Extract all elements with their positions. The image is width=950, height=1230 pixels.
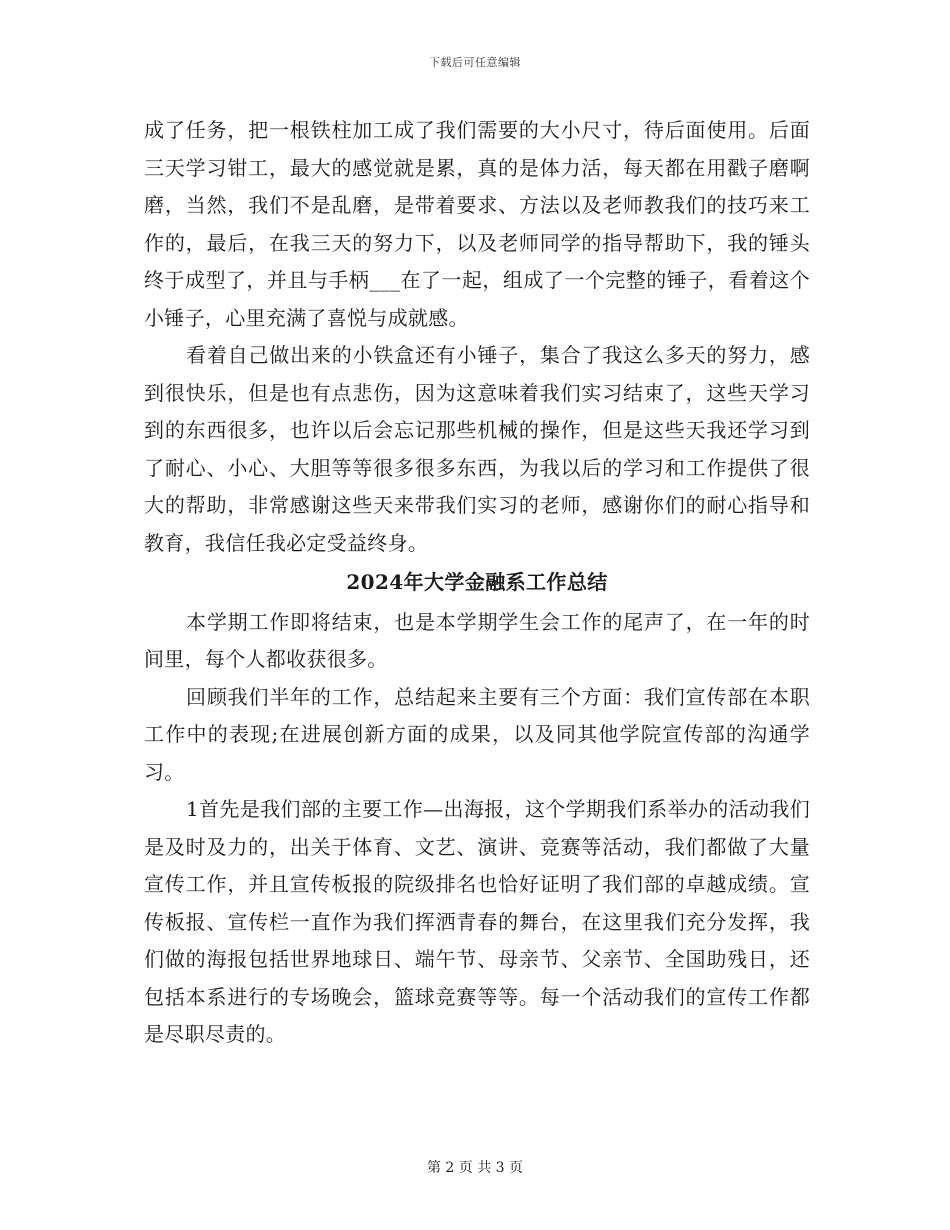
page-header: 下载后可任意编辑 [429,56,521,69]
paragraph-intro: 本学期工作即将结束，也是本学期学生会工作的尾声了，在一年的时间里，每个人都收获很多。 [144,609,810,671]
paragraph-continued: 成了任务，把一根铁柱加工成了我们需要的大小尺寸，待后面使用。后面三天学习钳工，最大的感觉就是累，真的是体力活，每天都在用戳子磨啊磨，当然，我们不是乱磨，是带着要求、方法以及老师教我们的技巧来工作的，最后，在我三天的努力下，以及老师同学的指导帮助下，我的锤头终于成型了，并且与手柄___在了一起，组成了一个完整的锤子，看着这个小锤子，心里充满了喜悦与成就感。 [144,118,810,330]
document-body [144,112,810,1054]
paragraph-review: 回顾我们半年的工作，总结起来主要有三个方面：我们宣传部在本职工作中的表现;在进展创新方面的成果，以及同其他学院宣传部的沟通学习。 [144,684,810,784]
section-title: 2024年大学金融系工作总结 [346,570,608,594]
paragraph-posters: 1首先是我们部的主要工作—出海报，这个学期我们系举办的活动我们是及时及力的，出关于体育、文艺、演讲、竞赛等活动，我们都做了大量宣传工作，并且宣传板报的院级排名也恰好证明了我们部的卓越成绩。宣传板报、宣传栏一直作为我们挥洒青春的舞台，在这里我们充分发挥，我们做的海报包括世界地球日、端午节、母亲节、父亲节、全国助残日，还包括本系进行的专场晚会，篮球竞赛等等。每一个活动我们的宣传工作都是尽职尽责的。 [144,797,810,1046]
page-number: 第 2 页 共 3 页 [426,1160,524,1176]
paragraph-reflection: 看着自己做出来的小铁盒还有小锤子，集合了我这么多天的努力，感到很快乐，但是也有点悲伤，因为这意味着我们实习结束了，这些天学习到的东西很多，也许以后会忘记那些机械的操作，但是这些天我还学习到了耐心、小心、大胆等等很多很多东西，为我以后的学习和工作提供了很大的帮助，非常感谢这些天来带我们实习的老师，感谢你们的耐心指导和教育，我信任我必定受益终身。 [144,343,810,555]
